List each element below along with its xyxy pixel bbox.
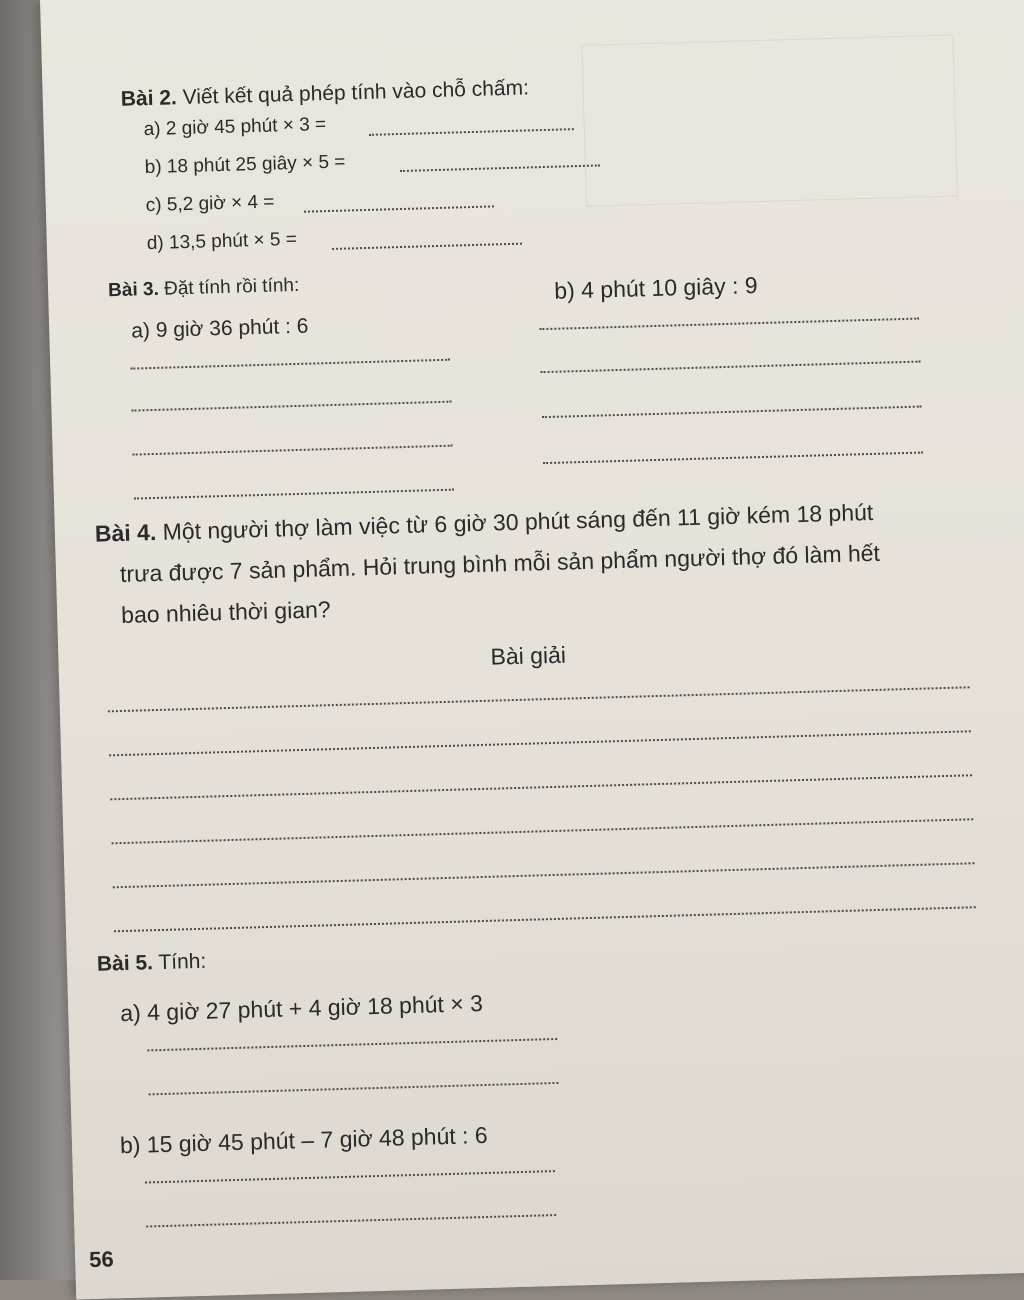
- bai3-title: Bài 3. Đặt tính rồi tính:: [107, 274, 300, 302]
- answer-line: [332, 243, 522, 250]
- bai4-line-3: bao nhiêu thời gian?: [120, 596, 331, 628]
- answer-line: [110, 774, 972, 800]
- answer-line: [112, 818, 974, 844]
- answer-line: [145, 1170, 555, 1183]
- answer-line: [108, 686, 970, 712]
- bai5-title: Bài 5. Tính:: [96, 949, 207, 976]
- show-through-table: [581, 35, 957, 207]
- bai5-item-a: a) 4 giờ 27 phút + 4 giờ 18 phút × 3: [119, 990, 484, 1027]
- bai3-item-b: b) 4 phút 10 giây : 9: [553, 272, 758, 304]
- bai2-item-b: b) 18 phút 25 giây × 5 =: [144, 151, 346, 179]
- bai2-item-c: c) 5,2 giờ × 4 =: [145, 191, 275, 217]
- answer-line: [114, 906, 976, 932]
- answer-line: [133, 445, 453, 456]
- answer-line: [134, 489, 454, 500]
- bai2-item-d: d) 13,5 phút × 5 =: [146, 228, 298, 255]
- answer-line: [147, 1038, 557, 1051]
- bai5-item-b: b) 15 giờ 45 phút – 7 giờ 48 phút : 6: [119, 1121, 488, 1159]
- answer-line: [130, 359, 450, 370]
- answer-line: [131, 401, 451, 412]
- bai2-item-a: a) 2 giờ 45 phút × 3 =: [143, 114, 327, 141]
- answer-line: [109, 730, 971, 756]
- solution-heading: Bài giải: [490, 641, 567, 670]
- answer-line: [146, 1214, 556, 1227]
- answer-line: [369, 128, 574, 136]
- answer-line: [304, 205, 494, 212]
- bai4-line-2: trưa được 7 sản phẩm. Hỏi trung bình mỗi sản phẩm người thợ đó làm hết: [119, 539, 881, 587]
- answer-line: [113, 862, 975, 888]
- answer-line: [539, 318, 919, 331]
- answer-line: [541, 361, 921, 374]
- answer-line: [542, 406, 922, 419]
- page-number: 56: [88, 1246, 115, 1273]
- answer-line: [543, 452, 923, 465]
- answer-line: [400, 164, 600, 172]
- bai2-title: Bài 2. Viết kết quả phép tính vào chỗ chấm:: [120, 76, 530, 111]
- answer-line: [149, 1082, 559, 1095]
- bai4-title: Bài 4. Một người thợ làm việc từ 6 giờ 30 phút sáng đến 11 giờ kém 18 phút: [94, 498, 874, 547]
- bai3-item-a: a) 9 giờ 36 phút : 6: [130, 314, 309, 343]
- worksheet-page: [40, 0, 1024, 1299]
